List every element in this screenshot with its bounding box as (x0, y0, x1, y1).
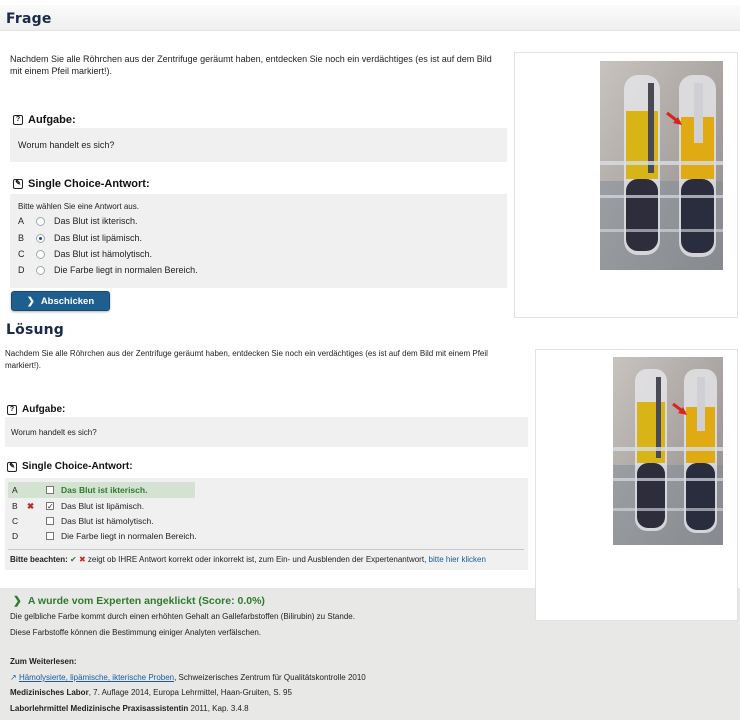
checkbox (46, 532, 54, 540)
radio-button-selected[interactable] (36, 234, 45, 243)
radio-button[interactable] (36, 250, 45, 259)
reference-3-text: 2011, Kap. 3.4.8 (188, 704, 249, 713)
checkbox (46, 486, 54, 494)
explanation-2: Diese Farbstoffe können die Bestimmung einiger Analyten verfälschen. (10, 628, 262, 637)
solution-option-c (12, 514, 154, 528)
divider (8, 549, 524, 550)
reference-3-title: Laborlehrmittel Medizinische Praxisassistentin (10, 704, 189, 713)
blood-tubes-photo (613, 357, 723, 545)
loesung-answer-label: Single Choice-Antwort: (22, 461, 133, 472)
reference-2-text: , 7. Auflage 2014, Europa Lehrmittel, Haan-Gruiten, S. 95 (88, 688, 292, 697)
loesung-question: Worum handelt es sich? (11, 428, 97, 437)
note-label: Bitte beachten (10, 555, 66, 564)
option-letter: C (12, 516, 19, 526)
frage-instruction: Bitte wählen Sie eine Antwort aus. (18, 202, 139, 211)
loesung-aufgabe-label: Aufgabe: (22, 404, 66, 415)
expert-heading[interactable] (13, 595, 265, 607)
option-letter: D (18, 265, 25, 275)
option-letter: B (12, 501, 18, 511)
option-label[interactable]: Das Blut ist lipämisch. (54, 233, 143, 243)
option-letter: D (12, 531, 19, 541)
toggle-expert-link[interactable]: bitte hier klicken (428, 555, 486, 564)
reference-3 (10, 704, 249, 713)
frage-question: Worum handelt es sich? (18, 140, 115, 150)
option-label: Das Blut ist hämolytisch. (61, 516, 154, 526)
option-label: Das Blut ist lipämisch. (61, 501, 145, 511)
option-d[interactable] (18, 263, 198, 277)
checked-checkbox: ✓ (47, 502, 54, 511)
option-letter: A (12, 485, 18, 495)
cross-icon: ✖ (78, 555, 86, 564)
frage-aufgabe-heading (13, 114, 76, 126)
option-letter: B (18, 233, 25, 243)
solution-option-d (12, 529, 197, 543)
loesung-intro: Nachdem Sie alle Röhrchen aus der Zentrifuge geräumt haben, entdecken Sie noch ein verdächtiges (es ist auf dem Bild mit einem Pfeil markiert!). (5, 349, 488, 370)
option-letter: C (18, 249, 25, 259)
option-label: Die Farbe liegt in normalen Bereich. (61, 531, 197, 541)
loesung-question-box (5, 417, 528, 447)
question-icon: ? (7, 405, 17, 415)
option-a[interactable] (18, 214, 138, 228)
radio-button[interactable] (36, 266, 45, 275)
frage-aufgabe-label: Aufgabe: (28, 114, 76, 126)
edit-icon: ✎ (13, 179, 23, 189)
frage-answer-heading (13, 178, 150, 190)
submit-button[interactable] (11, 291, 110, 311)
note-line: Bitte beachten: ✔ ✖ zeigt ob IHRE Antwort korrekt oder inkorrekt ist, zum Ein- und Ausblenden der Expertenantwort, bitte hier klicken (10, 555, 486, 564)
loesung-title: Lösung (6, 322, 65, 338)
submit-label: Abschicken (40, 295, 95, 307)
option-label[interactable]: Das Blut ist hämolytisch. (54, 249, 153, 259)
frage-title: Frage (6, 11, 52, 27)
chevron-right-icon: ❯ (26, 295, 35, 307)
reference-1-link[interactable]: Hämolysierte, lipämische, ikterische Proben (18, 673, 175, 682)
frage-title-bar (0, 5, 740, 31)
loesung-answer-heading (7, 461, 133, 472)
further-reading-label: Zum Weiterlesen: (10, 657, 77, 666)
option-letter: A (18, 216, 25, 226)
solution-option-a (12, 483, 147, 497)
question-icon: ? (13, 115, 23, 125)
cross-icon: ✖ (27, 500, 35, 511)
frage-intro: Nachdem Sie alle Röhrchen aus der Zentrifuge geräumt haben, entdecken Sie noch ein verdächtiges (es ist auf dem Bild mit einem Pfeil markiert!). (10, 54, 492, 76)
blood-tubes-photo (600, 61, 723, 270)
reference-2 (10, 688, 292, 697)
option-label[interactable]: Die Farbe liegt in normalen Bereich. (54, 265, 198, 275)
option-label[interactable]: Das Blut ist ikterisch. (54, 216, 138, 226)
solution-option-b (12, 499, 144, 513)
frage-question-box (10, 128, 507, 162)
frage-answer-label: Single Choice-Antwort: (28, 178, 150, 190)
radio-button[interactable] (36, 217, 45, 226)
option-b[interactable] (18, 231, 142, 245)
check-icon: ✔ (70, 555, 77, 564)
edit-icon: ✎ (7, 462, 17, 472)
option-label: Das Blut ist ikterisch. (61, 485, 148, 495)
note-text: zeigt ob IHRE Antwort korrekt oder inkorrekt ist, zum Ein- und Ausblenden der Expertenantwort, (87, 555, 427, 564)
reference-1-text: , Schweizerisches Zentrum für Qualitätskontrolle 2010 (174, 673, 366, 682)
expert-title: A wurde vom Experten angeklickt (Score: 0.0%) (27, 595, 265, 607)
reference-2-title: Medizinisches Labor (10, 688, 89, 697)
reference-1 (10, 673, 366, 682)
explanation-1: Die gelbliche Farbe kommt durch einen erhöhten Gehalt an Gallefarbstoffen (Bilirubin) zu Stande. (10, 612, 355, 621)
checkbox (46, 517, 54, 525)
loesung-aufgabe-heading (7, 404, 65, 415)
option-c[interactable] (18, 247, 152, 261)
chevron-right-icon: ❯ (13, 595, 22, 607)
external-link-icon: ↗ (10, 673, 17, 682)
